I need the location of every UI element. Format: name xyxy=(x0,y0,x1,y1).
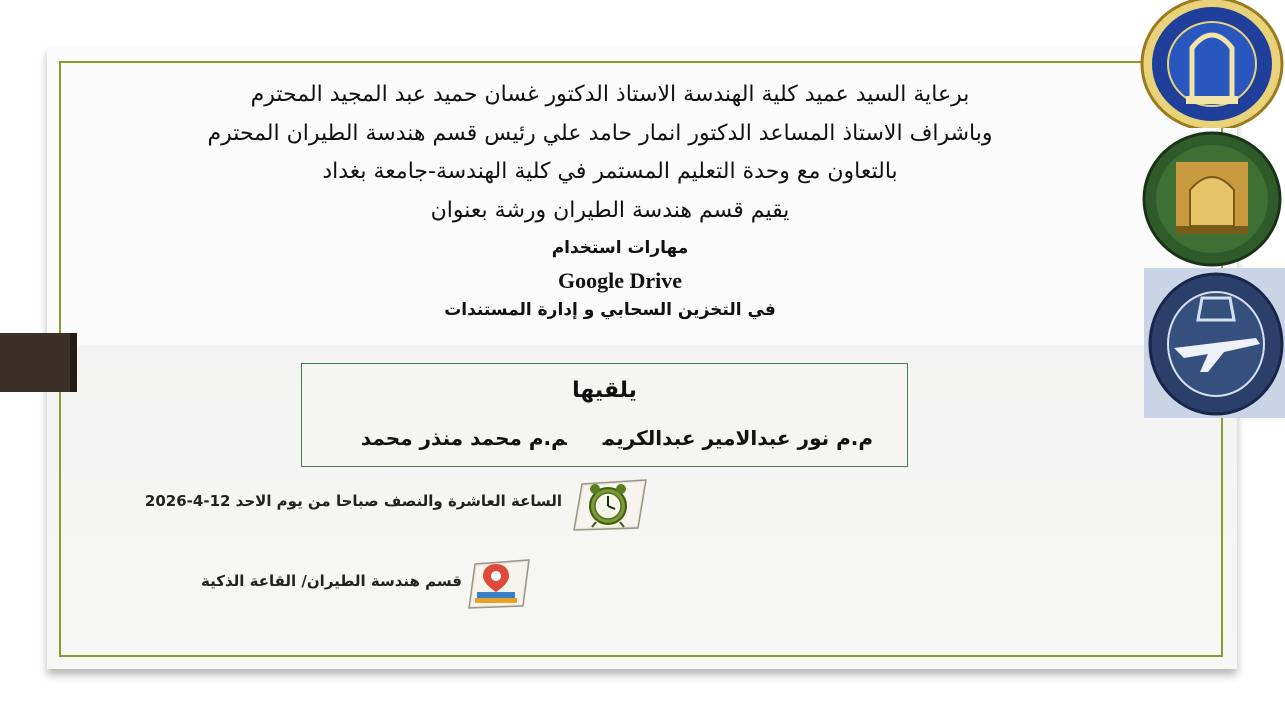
presenters-box xyxy=(301,363,908,467)
workshop-title-subject: في التخزين السحابي و إدارة المستندات xyxy=(444,300,776,320)
header-line-supervision: وباشراف الاستاذ المساعد الدكتور انمار حامد علي رئيس قسم هندسة الطيران المحترم xyxy=(207,121,993,146)
accent-bar-edge xyxy=(70,333,77,392)
header-line-cooperation: بالتعاون مع وحدة التعليم المستمر في كلية الهندسة-جامعة بغداد xyxy=(322,159,898,184)
presenter-name-1: م.م نور عبدالامير عبدالكريم xyxy=(602,426,873,450)
header-line-workshop: يقيم قسم هندسة الطيران ورشة بعنوان xyxy=(430,198,790,223)
event-place: قسم هندسة الطيران/ القاعة الذكية xyxy=(201,572,462,590)
header-line-patronage: برعاية السيد عميد كلية الهندسة الاستاذ الدكتور غسان حميد عبد المجيد المحترم xyxy=(250,82,970,107)
slide-frame xyxy=(59,61,1223,657)
aeronautical-department-seal-icon xyxy=(1144,268,1285,418)
college-of-engineering-seal-icon xyxy=(1140,130,1285,268)
workshop-title-skills: مهارات استخدام xyxy=(551,238,689,258)
alarm-clock-icon xyxy=(572,476,648,532)
map-pin-icon xyxy=(467,558,531,610)
presenters-names xyxy=(361,426,873,450)
presenters-title: يلقيها xyxy=(572,378,637,403)
workshop-title-google-drive: Google Drive xyxy=(557,268,683,293)
event-time: الساعة العاشرة والنصف صباحا من يوم الاحد 12-4-2026 xyxy=(144,492,562,510)
accent-bar xyxy=(0,333,77,392)
presenter-name-2: م.م محمد منذر محمد xyxy=(360,426,567,450)
university-seal-icon xyxy=(1136,0,1285,128)
